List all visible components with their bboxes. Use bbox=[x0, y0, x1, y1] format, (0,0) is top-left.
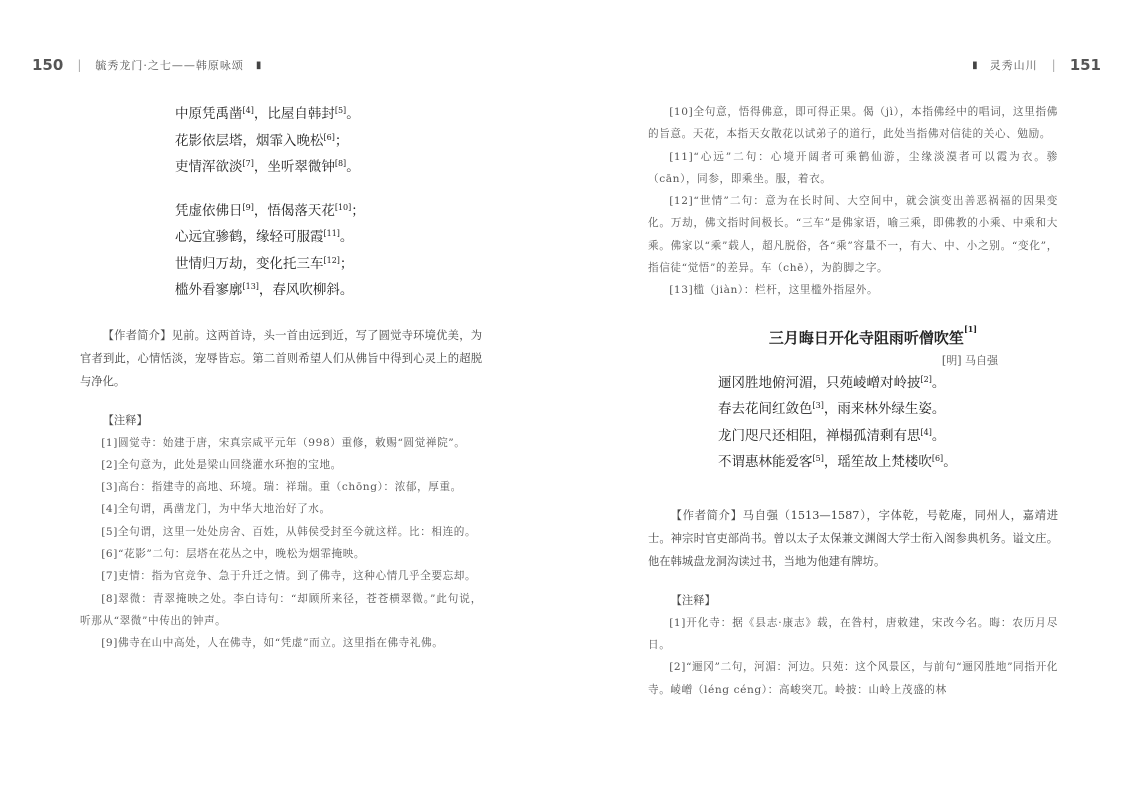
note-item: [1]圆觉寺：始建于唐，宋真宗咸平元年（998）重修，敕赐“圆觉禅院”。 bbox=[101, 436, 466, 449]
poem-line: 凭虚依佛日[9]，悟偈落天花[10]； bbox=[175, 202, 365, 219]
left-content bbox=[80, 101, 482, 654]
author-intro: 【作者简介】马自强（1513—1587），字体乾，号乾庵，同州人，嘉靖进士。神宗时官吏部尚书。曾以太子太保兼文渊阁大学士衔入阁参典机务。谥文庄。他在韩城盘龙洞沟读过书，当地为他建有牌坊。 bbox=[648, 508, 1058, 568]
poem-line: 不谓惠林能爱客[5]，瑶笙故上梵楼吹[6]。 bbox=[718, 454, 957, 471]
note-item: [13]槛（jiàn）：栏杆，这里槛外指屋外。 bbox=[669, 284, 879, 297]
right-running-head: 灵秀山川 bbox=[989, 59, 1038, 72]
header-separator: | bbox=[77, 58, 82, 72]
poem-line: 槛外看寥廓[13]，春风吹柳斜。 bbox=[175, 282, 354, 298]
right-content bbox=[648, 101, 1058, 701]
note-item: [9]佛寺在山中高处，人在佛寺，如“凭虚”而立。这里指在佛寺礼佛。 bbox=[101, 637, 444, 650]
right-poem bbox=[718, 370, 1058, 476]
poem-line: 春去花间红敛色[3]，雨来林外绿生姿。 bbox=[718, 401, 946, 418]
left-header bbox=[32, 56, 273, 74]
poem-title: 三月晦日开化寺阻雨听僧吹笙[1] bbox=[768, 323, 978, 347]
author-intro: 【作者简介】见前。这两首诗，头一首由远到近，写了圆觉寺环境优美，为官者到此，心情恬淡，宠辱皆忘。第二首则希望人们从佛旨中得到心灵上的超脱与净化。 bbox=[80, 328, 482, 388]
note-item: [2]“逦冈”二句，河湄：河边。只苑：这个风景区，与前句“逦冈胜地”同指开化寺。崚嶒（léng céng）：高峻突兀。岭披：山岭上茂盛的林 bbox=[648, 661, 1058, 696]
note-item: [4]全句谓，禹凿龙门，为中华大地治好了水。 bbox=[101, 503, 331, 516]
poem-line: 中原凭禹凿[4]，比屋自韩封[5]。 bbox=[175, 106, 360, 122]
header-mark: ▮ bbox=[972, 59, 978, 71]
notes-heading: 【注释】 bbox=[670, 593, 716, 607]
poem-line: 世情归万劫，变化托三车[12]； bbox=[175, 255, 354, 272]
header-separator: | bbox=[1051, 58, 1056, 72]
poem-author: [明] 马自强 bbox=[941, 353, 998, 367]
poem-line: 逦冈胜地俯河湄，只苑崚嶒对岭披[2]。 bbox=[718, 374, 946, 391]
left-running-head: 毓秀龙门·之七——韩原咏颂 bbox=[95, 59, 244, 72]
poem-line: 花影依层塔，烟霏入晚松[6]； bbox=[175, 132, 349, 149]
note-item: [10]全句意，悟得佛意，即可得正果。偈（jì），本指佛经中的唱词，这里指佛的旨意。天花，本指天女散花以试弟子的道行，此处当指佛对信徒的关心、勉励。 bbox=[648, 106, 1058, 141]
note-item: [12]“世情”二句：意为在长时间、大空间中，就会演变出善恶祸福的因果变化。万劫，佛文指时间极长。“三车”是佛家语，喻三乘，即佛教的小乘、中乘和大乘。佛家以“乘”载人，超凡脱俗，各“乘”容量不一，有大、中、小之别。“变化”，指信徒“觉悟”的差异。车（chē），为韵脚之字。 bbox=[648, 195, 1058, 275]
poem-line: 吏情浑欲淡[7]，坐听翠微钟[8]。 bbox=[175, 159, 360, 175]
left-page-number: 150 bbox=[32, 56, 64, 74]
left-page bbox=[0, 0, 566, 799]
note-item: [6]“花影”二句：层塔在花丛之中，晚松为烟霏掩映。 bbox=[101, 547, 366, 560]
notes-heading: 【注释】 bbox=[102, 413, 148, 427]
header-mark: ▮ bbox=[255, 59, 262, 71]
right-page bbox=[566, 0, 1133, 799]
note-item: [8]翠微：青翠掩映之处。李白诗句：“却顾所来径，苍苍横翠微。”此句说，听那从“翠微”中传出的钟声。 bbox=[80, 592, 482, 627]
note-item: [1]开化寺：据《县志·康志》载，在昝村，唐敕建，宋改今名。晦：农历月尽日。 bbox=[648, 616, 1058, 651]
note-item: [7]吏情：指为官竞争、急于升迁之情。到了佛寺，这种心情几乎全要忘却。 bbox=[101, 570, 477, 583]
note-item: [3]高台：指建寺的高地、环境。瑞：祥瑞。重（chōng）：浓郁，厚重。 bbox=[101, 481, 462, 494]
poem-line: 心远宜骖鹤，缘轻可服霞[11]。 bbox=[175, 229, 354, 245]
right-header bbox=[960, 56, 1101, 74]
left-poem bbox=[175, 101, 482, 304]
right-page-number: 151 bbox=[1069, 56, 1101, 74]
note-item: [5]全句谓，这里一处处房舍、百姓，从韩侯受封至今就这样。比：相连的。 bbox=[101, 525, 477, 538]
note-item: [2]全句意为，此处是梁山回绕灌水环抱的宝地。 bbox=[101, 458, 342, 471]
note-item: [11]“心远”二句：心境开阔者可乘鹤仙游，尘缘淡漠者可以霞为衣。骖（cān），同参，即乘坐。服，着衣。 bbox=[648, 150, 1058, 185]
poem-line: 龙门咫尺还相阻，禅榻孤清剩有思[4]。 bbox=[718, 427, 946, 444]
